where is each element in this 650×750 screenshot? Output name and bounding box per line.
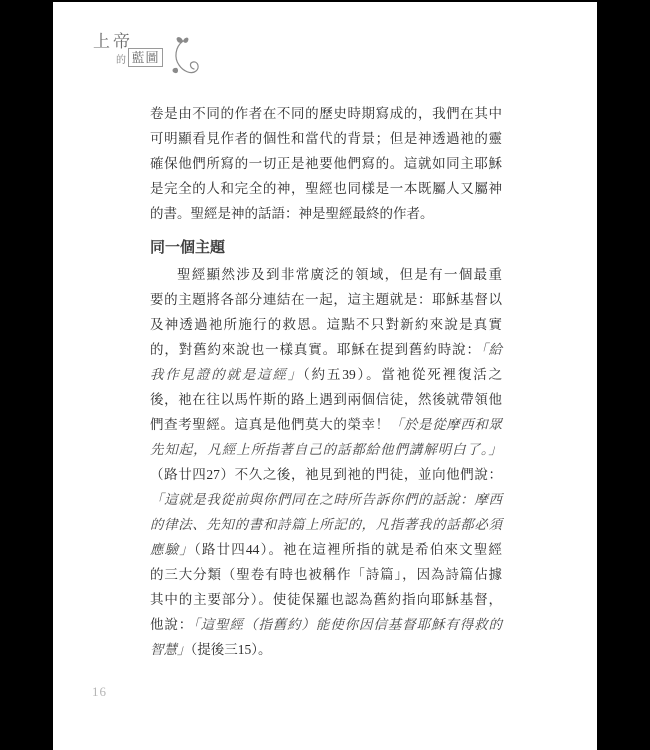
text-line	[150, 462, 502, 487]
text-segment: 後，祂在往以馬忤斯的路上遇到兩個信徒，然後就帶領他	[150, 392, 502, 407]
text-line	[150, 562, 502, 587]
scripture-quote-segment: 智慧」	[150, 642, 191, 657]
text-segment: （路廿四27）不久之後，祂見到祂的門徒，並向他們說：	[150, 467, 502, 482]
paragraph-1	[150, 101, 502, 226]
text-segment: 是完全的人和完全的神，聖經也同樣是一本既屬人又屬神	[150, 181, 502, 196]
scripture-quote-segment: 「這聖經（指舊約）能使你因信基督耶穌有得救的	[193, 617, 502, 632]
page-number: 16	[92, 684, 107, 699]
text-segment: （提後三15）。	[190, 642, 272, 657]
text-line	[150, 612, 502, 637]
scripture-quote-segment: 的律法、先知的書和詩篇上所記的，凡指著我的話都必須	[150, 517, 502, 532]
text-line	[150, 637, 502, 662]
text-line	[150, 201, 502, 226]
text-segment: 們查考聖經。這真是他們莫大的榮幸！	[150, 417, 390, 432]
text-segment: 及神透過祂所施行的救恩。這點不只對新約來說是真實	[150, 317, 502, 332]
text-line	[150, 176, 502, 201]
text-line	[150, 151, 502, 176]
text-line	[150, 287, 502, 312]
text-line	[150, 587, 502, 612]
text-line	[150, 412, 502, 437]
text-line	[150, 337, 502, 362]
text-segment: 卷是由不同的作者在不同的歷史時期寫成的，我們在其中	[150, 106, 502, 121]
text-segment: 其中的主要部分）。使徒保羅也認為舊約指向耶穌基督，	[150, 592, 502, 607]
text-line	[150, 126, 502, 151]
text-segment: 確保他們所寫的一切正是祂要他們寫的。這就如同主耶穌	[150, 156, 502, 171]
text-segment: 可明顯看見作者的個性和當代的背景；但是神透過祂的靈	[150, 131, 502, 146]
scripture-quote-segment: 我作見證的就是這經」	[150, 367, 304, 382]
text-line	[150, 362, 502, 387]
logo-title-main: 上帝	[93, 32, 133, 51]
text-segment: 他說：	[150, 617, 194, 632]
text-segment: （路廿四44）。祂在這裡所指的就是希伯來文聖經	[194, 542, 502, 557]
body-text	[150, 101, 502, 662]
text-segment: 要的主題將各部分連結在一起，這主題就是：耶穌基督以	[150, 292, 502, 307]
text-line	[150, 512, 502, 537]
logo-title-boxed: 藍圖	[128, 48, 163, 67]
scripture-quote-segment: 先知起，凡經上所指著自己的話都給他們講解明白了。」	[150, 442, 502, 457]
text-segment: 的三大分類（聖卷有時也被稱作「詩篇」，因為詩篇佔據	[150, 567, 502, 582]
text-segment: 聖經顯然涉及到非常廣泛的領域，但是有一個最重	[177, 267, 502, 282]
logo-title-particle: 的	[116, 55, 126, 66]
scripture-quote-segment: 「這就是我從前與你們同在之時所告訴你們的話說：摩西	[150, 492, 502, 507]
text-line	[150, 312, 502, 337]
paragraph-2	[150, 262, 502, 662]
text-line	[150, 437, 502, 462]
scripture-quote-segment: 「給	[480, 342, 503, 357]
text-segment: 的，對舊約來說也一樣真實。耶穌在提到舊約時說：	[150, 342, 481, 357]
text-segment: （約五39）。當祂從死裡復活之	[303, 367, 503, 382]
text-line	[150, 537, 502, 562]
text-line	[150, 101, 502, 126]
section-heading: 同一個主題	[150, 239, 226, 256]
text-line	[150, 487, 502, 512]
scripture-quote-segment: 應驗」	[150, 542, 194, 557]
vine-flourish-icon	[167, 34, 203, 81]
text-segment: 的書。聖經是神的話語：神是聖經最終的作者。	[150, 206, 434, 221]
text-line	[150, 387, 502, 412]
text-line	[150, 262, 502, 287]
book-logo	[93, 24, 213, 80]
scripture-quote-segment: 「於是從摩西和眾	[389, 417, 503, 432]
book-page	[53, 2, 597, 750]
